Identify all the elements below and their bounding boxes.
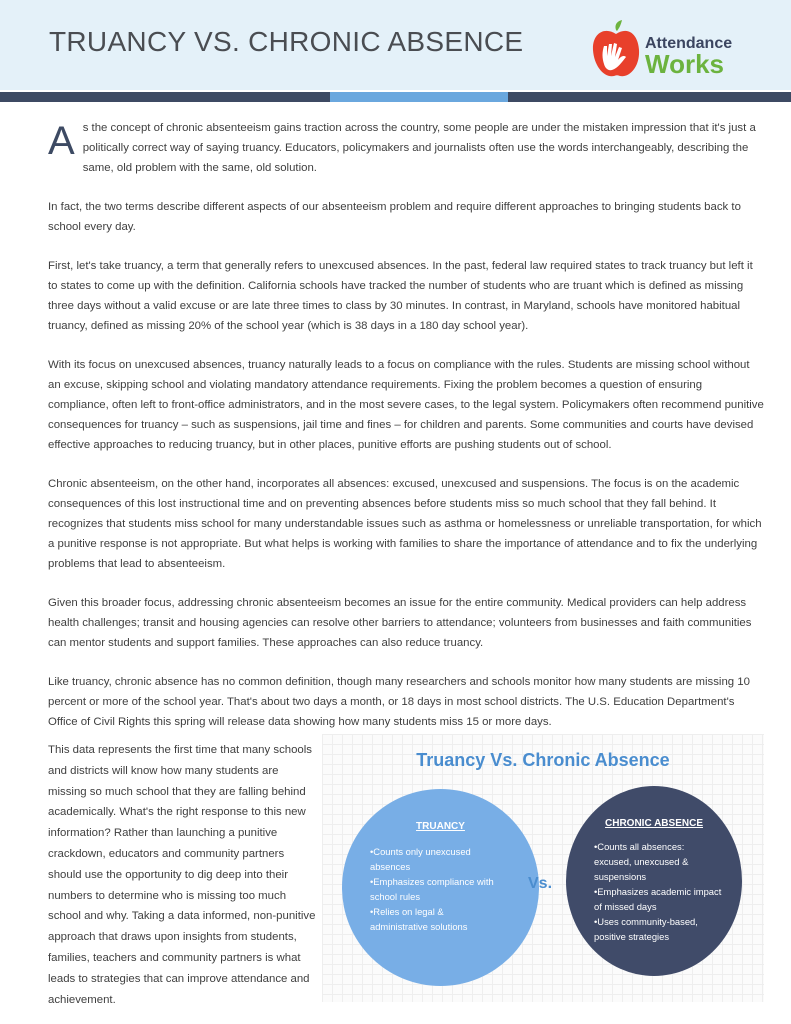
- chronic-absence-circle: [566, 786, 742, 976]
- chronic-absence-list: [594, 839, 722, 944]
- paragraph-text: s the concept of chronic absenteeism gains traction across the country, some people are under the mistaken impression that it's just a politically correct way of saying truancy. Educators, policymakers and journalists often use the words interchangeably, describing the same, old problem with the same, old solution.: [82, 122, 756, 174]
- chronic-absence-heading: CHRONIC ABSENCE: [605, 818, 703, 829]
- chronic-absence-item: • Emphasizes academic impact of missed days: [594, 884, 722, 914]
- header-divider-accent: [330, 92, 508, 102]
- article-paragraph-4: With its focus on unexcused absences, truancy naturally leads to a focus on compliance with the rules. Students are missing school without an excuse, skipping school and violating mandatory attendance requirements. Fixing the problem becomes a question of ensuring compliance, often left to front-office administrators, and in the most severe cases, to the legal system. Policymakers often recommend punitive consequences for truancy – such as suspensions, jail time and fines – for children and parents. Some communities and courts have devised effective approaches to reducing truancy, but in other places, punitive efforts are pushing students out of school.: [48, 359, 764, 451]
- comparison-graphic: [322, 734, 764, 1002]
- truancy-list: [370, 844, 500, 934]
- article-paragraph-2: In fact, the two terms describe different aspects of our absenteeism problem and require different approaches to bringing students back to school every day.: [48, 201, 741, 233]
- article-paragraph-5: Chronic absenteeism, on the other hand, incorporates all absences: excused, unexcused and suspensions. The focus is on the academic consequences of this lost instructional time and on preventing absences before students miss so much school that they fall behind. It recognizes that students miss school for many understandable issues such as asthma or homelessness or unreliable transportation, for which a punitive response is not appropriate. But what helps is working with families to share the importance of attendance and to fix the underlying problems that lead to absenteeism.: [48, 478, 762, 570]
- article-paragraph-6: Given this broader focus, addressing chronic absenteeism becomes an issue for the entire community. Medical providers can help address health challenges; transit and housing agencies can resolve other barriers to attendance; volunteers from businesses and faith communities can mentor students and support families. These approaches can also reduce truancy.: [48, 597, 752, 649]
- page-title: TRUANCY VS. CHRONIC ABSENCE: [49, 26, 524, 57]
- chronic-absence-item: • Counts all absences: excused, unexcused & suspensions: [594, 839, 722, 884]
- truancy-item: • Counts only unexcused absences: [370, 844, 500, 874]
- article-paragraph-1: [48, 118, 765, 178]
- drop-cap: A: [48, 119, 75, 163]
- versus-label: Vs.: [528, 875, 553, 892]
- article-paragraph-7: Like truancy, chronic absence has no common definition, though many researchers and schools monitor how many students are missing 10 percent or more of the school year. That's about two days a month, or 18 days in most school districts. The U.S. Education Department's Office of Civil Rights this spring will release data showing how many students miss 15 or more days.: [48, 676, 750, 728]
- attendance-works-logo: [588, 20, 788, 82]
- chronic-absence-item: • Uses community-based, positive strategies: [594, 914, 722, 944]
- page-header: [0, 0, 791, 90]
- article-body: [48, 118, 765, 751]
- logo-text-works: Works: [645, 49, 724, 79]
- truancy-item: • Relies on legal & administrative solutions: [370, 904, 500, 934]
- truancy-heading: TRUANCY: [416, 821, 465, 832]
- logo-text-attendance: Attendance: [645, 35, 733, 52]
- truancy-circle: [342, 789, 539, 986]
- article-paragraph-3: First, let's take truancy, a term that generally refers to unexcused absences. In the past, federal law required states to track truancy but left it to states to come up with the definition. California schools have tracked the number of students who are truant which is defined as missing three days without a valid excuse or are late three times to class by 30 minutes. In contrast, in Maryland, schools have monitored habitual truancy, defined as missing 20% of the school year (which is 38 days in a 180 day school year).: [48, 260, 753, 332]
- truancy-item: • Emphasizes compliance with school rules: [370, 874, 500, 904]
- apple-hand-icon: [590, 20, 642, 82]
- graphic-title: Truancy Vs. Chronic Absence: [416, 750, 670, 770]
- side-paragraph: This data represents the first time that many schools and districts will know how many students are missing so much school that they are falling behind academically. What's the right response to this new information? Rather than launching a punitive crackdown, educators and community partners should use the opportunity to dig deep into their numbers to determine who is missing too much school and why. Taking a data informed, non-punitive approach that draws upon insights from students, families, teachers and community partners is what leads to strategies that can improve attendance and achievement.: [48, 744, 316, 1006]
